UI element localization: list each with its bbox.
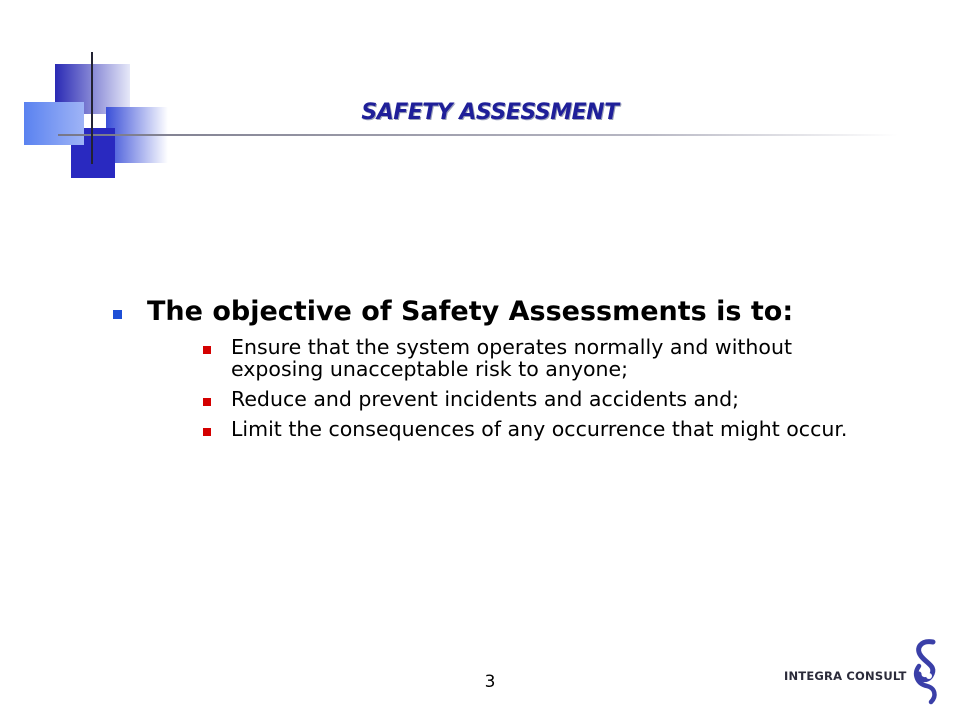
list-item	[203, 388, 883, 410]
logo-text: INTEGRA CONSULT	[784, 669, 907, 683]
company-logo	[784, 636, 943, 706]
page-number: 3	[484, 672, 496, 692]
slide-title: SAFETY ASSESSMENT	[361, 100, 619, 125]
main-point	[113, 296, 793, 328]
sub-point-text: Ensure that the system operates normally and without exposing unacceptable risk to anyone;	[231, 335, 792, 381]
sub-point-text: Limit the consequences of any occurrence that might occur.	[231, 417, 848, 441]
integra-s-mark-icon	[907, 636, 943, 706]
list-item	[203, 418, 883, 440]
red-square-bullet-icon	[203, 346, 211, 354]
sub-point-list	[203, 336, 883, 448]
blue-square-bullet-icon	[113, 310, 122, 319]
main-point-text: The objective of Safety Assessments is to:	[147, 296, 794, 327]
red-square-bullet-icon	[203, 428, 211, 436]
sub-point-text: Reduce and prevent incidents and accidents and;	[231, 387, 740, 411]
list-item	[203, 336, 883, 380]
red-square-bullet-icon	[203, 398, 211, 406]
